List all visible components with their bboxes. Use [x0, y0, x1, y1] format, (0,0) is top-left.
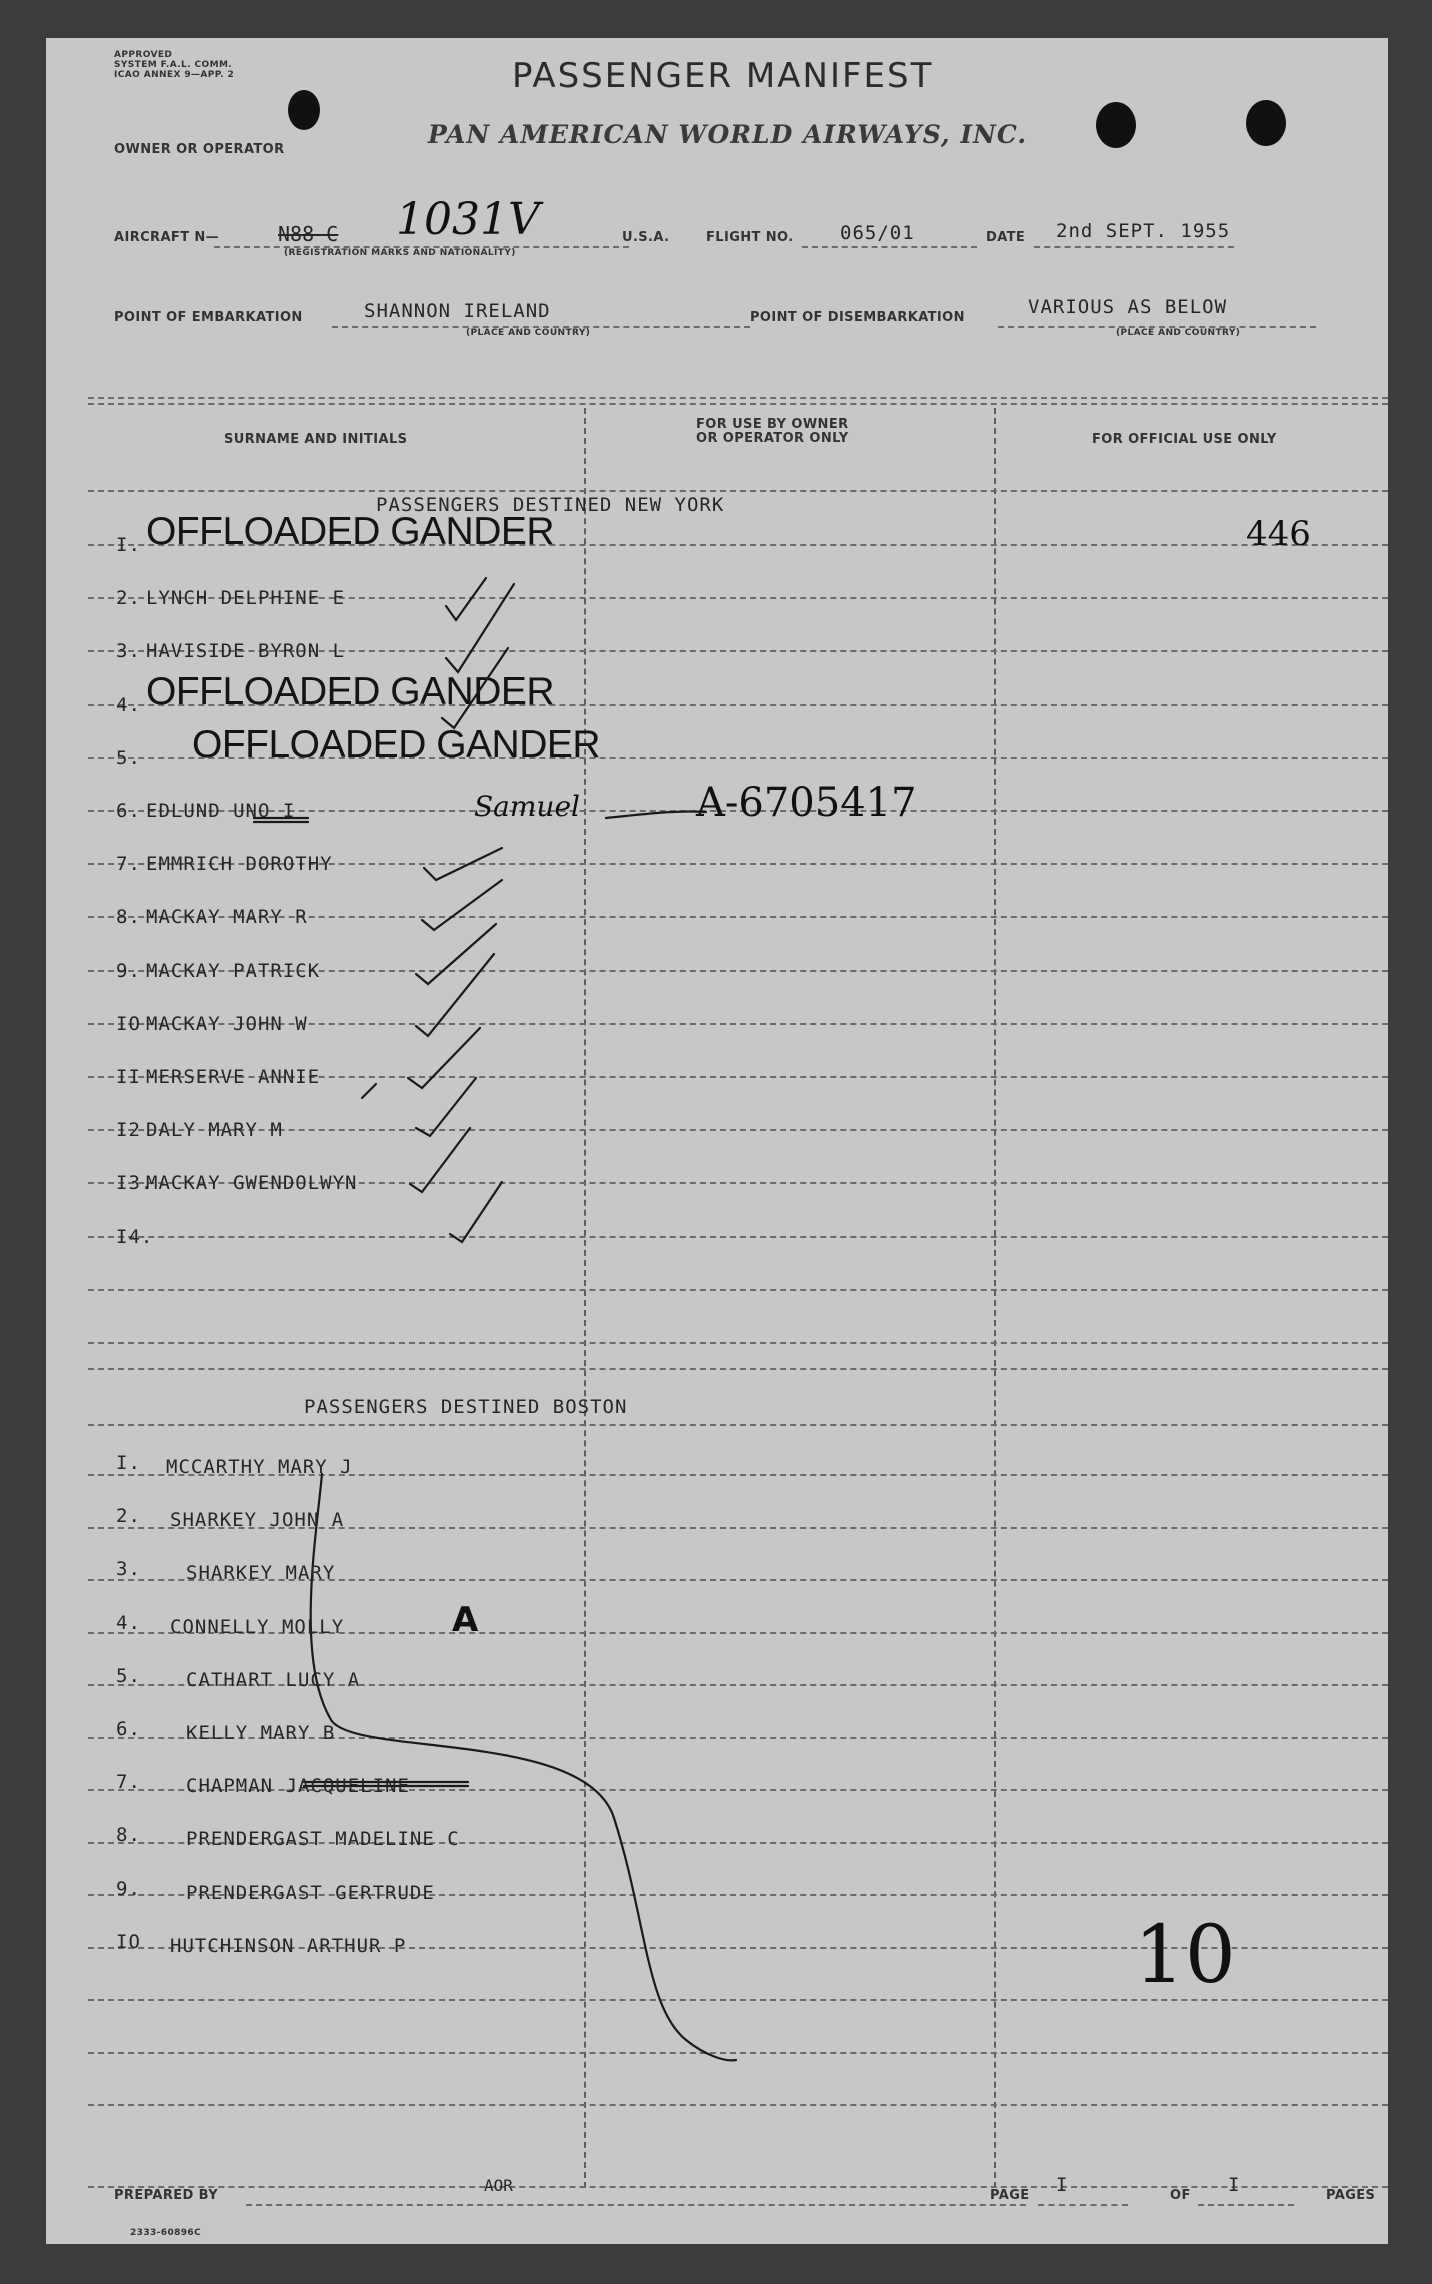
passenger-name: EMMRICH DOROTHY [146, 853, 333, 875]
passenger-name: MACKAY PATRICK [146, 960, 321, 982]
row-number: I. [116, 534, 141, 556]
aircraft-struck-prefix: N88 C [278, 222, 339, 246]
passenger-name: CHAPMAN JACQUELINE [186, 1775, 410, 1797]
pages-label: PAGES [1326, 2188, 1376, 2203]
offloaded-stamp: OFFLOADED GANDER [192, 723, 601, 766]
flight-label: FLIGHT NO. [706, 230, 794, 245]
offloaded-stamp: OFFLOADED GANDER [146, 670, 555, 713]
passenger-name: CATHART LUCY A [186, 1669, 361, 1691]
passenger-name: DALY MARY M [146, 1119, 283, 1141]
prepared-label: PREPARED BY [114, 2188, 219, 2203]
row-number: 6. [116, 1718, 141, 1740]
checkmark-icon [442, 648, 508, 728]
line-to-official [606, 811, 706, 818]
checkmark-icon [416, 924, 496, 984]
table-row [46, 1600, 1388, 1658]
disembark-sub-label: (PLACE AND COUNTRY) [1116, 328, 1241, 338]
table-row [46, 1448, 1388, 1498]
table-row [46, 1554, 1388, 1604]
row-number: IO [116, 1013, 141, 1035]
embark-label: POINT OF EMBARKATION [114, 310, 303, 325]
passenger-name: MACKAY MARY R [146, 906, 308, 928]
prepared-value: AOR [484, 2176, 513, 2195]
form-number: 2333-60896C [130, 2228, 202, 2238]
boston-total: 10 [1134, 1908, 1236, 2001]
checkmark-icon [410, 1128, 470, 1192]
table-row [46, 1820, 1388, 1870]
row-number: 2. [116, 587, 141, 609]
aircraft-sub-label: (REGISTRATION MARKS AND NATIONALITY) [284, 248, 516, 258]
of-label: OF [1170, 2188, 1191, 2203]
page-line [1038, 2204, 1128, 2206]
checkmark-icon [416, 1078, 476, 1136]
official-entry: A-6705417 [696, 780, 917, 826]
checkmark-icon [446, 578, 486, 620]
row-number: I2 [116, 1119, 141, 1141]
page-label: PAGE [990, 2188, 1030, 2203]
row-number: 5. [116, 747, 141, 769]
disembark-value: VARIOUS AS BELOW [1028, 296, 1228, 318]
table-row [46, 1767, 1388, 1817]
footer-rule [88, 2186, 1388, 2188]
row-number: II [116, 1066, 141, 1088]
passenger-name: KELLY MARY B [186, 1722, 336, 1744]
strike-edlund-middle [254, 818, 308, 822]
offloaded-stamp: OFFLOADED GANDER [146, 510, 555, 553]
icao-text: ICAO ANNEX 9—APP. 2 [114, 70, 235, 80]
page-value: I [1056, 2174, 1069, 2196]
passenger-name: LYNCH DELPHINE E [146, 587, 346, 609]
disembark-label: POINT OF DISEMBARKATION [750, 310, 965, 325]
row-number: I. [116, 1452, 141, 1474]
section-heading-new-york: PASSENGERS DESTINED NEW YORK [376, 494, 725, 516]
page-title: PASSENGER MANIFEST [512, 56, 934, 96]
row-number: 9. [116, 1878, 141, 1900]
aircraft-number: 1031V [396, 194, 540, 245]
prepared-line [246, 2204, 1026, 2206]
check-tick-merserve [362, 1084, 376, 1098]
row-number: 4. [116, 1612, 141, 1634]
checkmark-icon [416, 954, 494, 1036]
row-number: 8. [116, 1824, 141, 1846]
passenger-name: MCCARTHY MARY J [166, 1456, 353, 1478]
column-header-surname: SURNAME AND INITIALS [224, 432, 408, 447]
passenger-name: MACKAY JOHN W [146, 1013, 308, 1035]
system-text: SYSTEM F.A.L. COMM. [114, 60, 233, 70]
row-number: I3. [116, 1172, 154, 1194]
row-number: 3. [116, 640, 141, 662]
handwritten-note: Samuel [474, 790, 580, 823]
row-number: 2. [116, 1505, 141, 1527]
passenger-name: MACKAY GWENDOLWYN [146, 1172, 358, 1194]
embark-sub-label: (PLACE AND COUNTRY) [466, 328, 591, 338]
checkmark-icon [450, 1182, 502, 1242]
aircraft-label: AIRCRAFT N— [114, 230, 220, 245]
date-value: 2nd SEPT. 1955 [1056, 220, 1231, 242]
checkmark-icon [422, 880, 502, 930]
passenger-name: PRENDERGAST GERTRUDE [186, 1882, 435, 1904]
date-label: DATE [986, 230, 1026, 245]
row-number: 4. [116, 694, 141, 716]
owner-label: OWNER OR OPERATOR [114, 142, 285, 157]
of-line [1198, 2204, 1294, 2206]
row-number: IO [116, 1931, 141, 1953]
row-number: 9. [116, 960, 141, 982]
checkmark-icon [424, 848, 502, 880]
approved-text: APPROVED [114, 50, 173, 60]
usa-label: U.S.A. [622, 230, 670, 245]
row-number: 7. [116, 853, 141, 875]
checkmark-icon [408, 1028, 480, 1088]
section-heading-boston: PASSENGERS DESTINED BOSTON [304, 1396, 628, 1418]
passenger-name: EDLUND UNO I [146, 800, 296, 822]
handwritten-mark: A [452, 1600, 479, 1640]
row-number: I4. [116, 1226, 154, 1248]
row-number: 8. [116, 906, 141, 928]
manifest-sheet [46, 38, 1388, 2244]
table-row [46, 1501, 1388, 1551]
row-number: 6. [116, 800, 141, 822]
of-value: I [1228, 2174, 1241, 2196]
passenger-name: PRENDERGAST MADELINE C [186, 1828, 460, 1850]
column-header-owner-line2: OR OPERATOR ONLY [696, 431, 849, 446]
passenger-name: HUTCHINSON ARTHUR P [170, 1935, 407, 1957]
passenger-name: HAVISIDE BYRON L [146, 640, 346, 662]
table-row [46, 1661, 1388, 1711]
table-row [46, 1714, 1388, 1764]
row-number: 5. [116, 1665, 141, 1687]
column-header-official: FOR OFFICIAL USE ONLY [1092, 432, 1277, 447]
passenger-name: SHARKEY JOHN A [170, 1509, 345, 1531]
flight-number: 065/01 [840, 222, 915, 244]
checkmark-icon [446, 584, 514, 672]
row-number: 7. [116, 1771, 141, 1793]
official-entry: 446 [1246, 514, 1311, 554]
embark-value: SHANNON IRELAND [364, 300, 551, 322]
passenger-name: SHARKEY MARY [186, 1562, 336, 1584]
passenger-name: CONNELLY MOLLY [170, 1616, 345, 1638]
row-number: 3. [116, 1558, 141, 1580]
passenger-name: MERSERVE ANNIE [146, 1066, 321, 1088]
column-header-owner-line1: FOR USE BY OWNER [696, 417, 849, 432]
airline-name: PAN AMERICAN WORLD AIRWAYS, INC. [428, 120, 1028, 149]
